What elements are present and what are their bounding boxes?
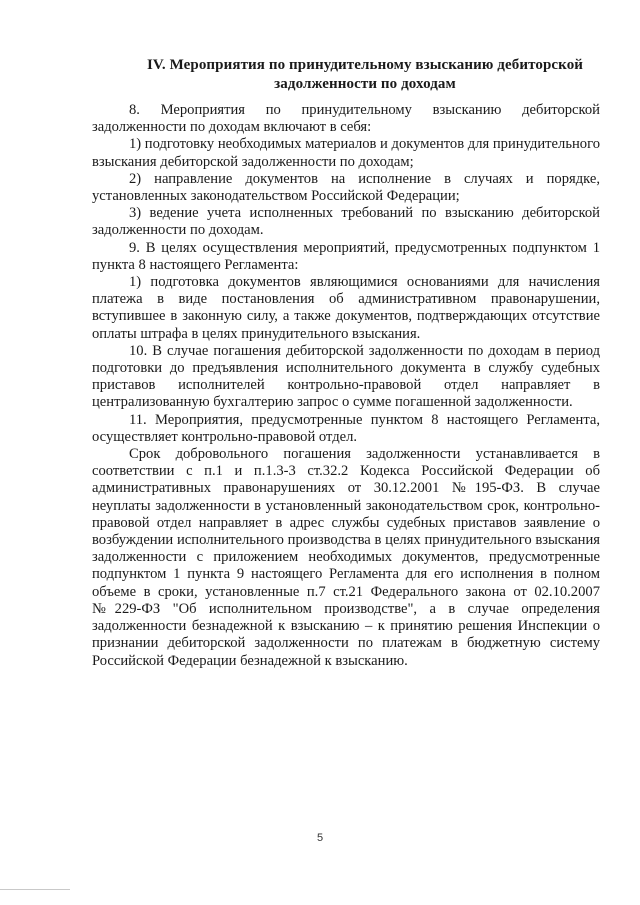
paragraph-item-9-1: 1) подготовка документов являющимися основаниями для начисления платежа в виде постановления об административном правонарушении, вступившее в законную силу, а также документов, подтверждающих отсутствие оплаты штрафа в целях принудительного взыскания. [92, 274, 600, 342]
paragraph-deadline: Срок добровольного погашения задолженности устанавливается в соответствии с п.1 и п.1.3-3 ст.32.2 Кодекса Российской Федерации об административных правонарушениях от 30.12.2001 №195-ФЗ. В случае неуплаты задолженности в установленный законодательством срок, контрольно-правовой отдел направляет в адрес службы судебных приставов заявление о возбуждении исполнительного производства в целях принудительного взыскания задолженности с приложением необходимых документов, предусмотренные подпунктом 1 пункта 9 настоящего Регламента для его исполнения в полном объеме в сроки, установленные п.7 ст.21 Федерального закона от 02.10.2007 №229-ФЗ "Об исполнительном производстве", а в случае определения задолженности безнадежной к взысканию – к принятию решения Инспекции о признании дебиторской задолженности по платежам в бюджетную систему Российской Федерации безнадежной к взысканию. [92, 446, 600, 669]
paragraph-item-8-2: 2) направление документов на исполнение в случаях и порядке, установленных законодательством Российской Федерации; [92, 170, 600, 205]
paragraph-item-8: 8. Мероприятия по принудительному взысканию дебиторской задолженности по доходам включают в себя: [92, 102, 600, 136]
scan-edge-line [0, 889, 70, 890]
paragraph-item-9: 9. В целях осуществления мероприятий, предусмотренных подпунктом 1 пункта 8 настоящего Регламента: [92, 239, 600, 273]
section-heading-line-1: IV. Мероприятия по принудительному взысканию дебиторской [146, 57, 584, 73]
paragraph-item-8-1: 1) подготовку необходимых материалов и документов для принудительного взыскания дебиторской задолженности по доходам; [92, 136, 600, 170]
section-heading [125, 56, 605, 94]
document-body [92, 102, 600, 670]
paragraph-item-8-3: 3) ведение учета исполненных требований по взысканию дебиторской задолженности по доходам. [92, 205, 600, 239]
paragraph-item-11: 11. Мероприятия, предусмотренные пунктом 8 настоящего Регламента, осуществляет контрольно-правовой отдел. [92, 411, 600, 445]
paragraph-item-10: 10. В случае погашения дебиторской задолженности по доходам в период подготовки до предъявления исполнительного документа в службу судебных приставов исполнителей контрольно-правовой отдел направляет в централизованную бухгалтерию запрос о сумме погашенной задолженности. [92, 342, 600, 411]
section-heading-line-2: задолженности по доходам [274, 76, 456, 92]
page-number: 5 [316, 832, 324, 844]
